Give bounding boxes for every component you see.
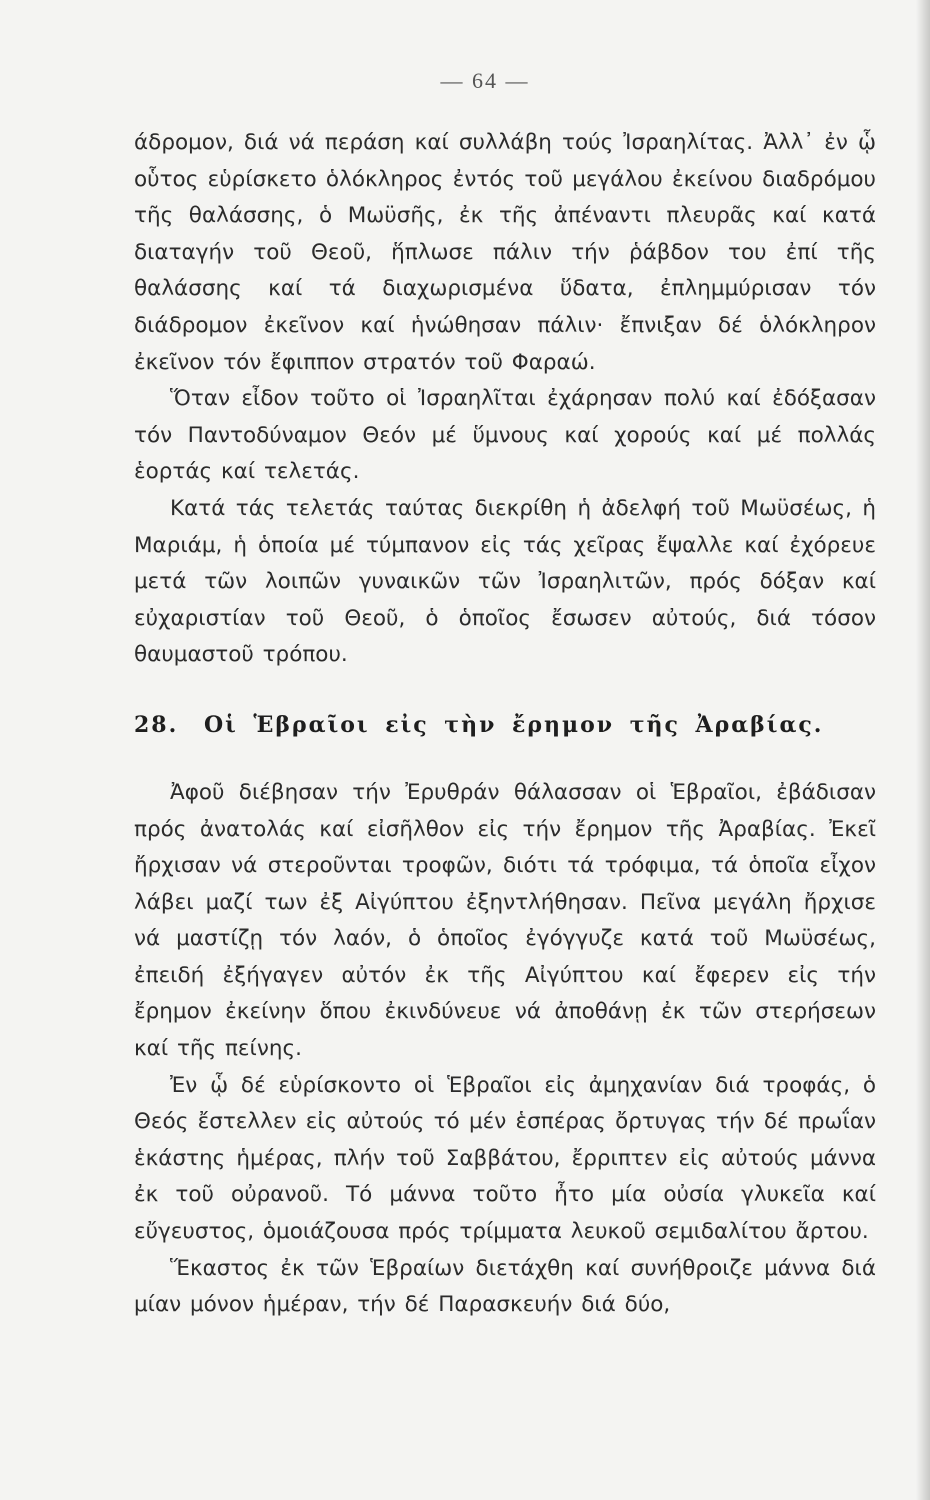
section-number: 28.	[134, 711, 179, 738]
paragraph-miriam: Κατά τάς τελετάς ταύτας διεκρίθη ἡ ἀδελφή τοῦ Μωϋσέως, ἡ Μαριάμ, ἡ ὁποία μέ τύμπανον εἰς τάς χεῖρας ἔψαλλε καί ἐχόρευε μετά τῶν λοιπῶν γυναικῶν τῶν Ἰσραηλιτῶν, πρός δόξαν καί εὐχαριστίαν τοῦ Θεοῦ, ὁ ὁποῖος ἔσωσεν αὐτούς, διά τόσον θαυμαστοῦ τρόπου.	[134, 495, 876, 668]
section-heading	[134, 710, 876, 740]
page-edge-shadow	[916, 0, 930, 1500]
paragraph-pharaoh-drowning: άδρομον, διά νά περάση καί συλλάβη τούς Ἰσραηλίτας. Ἀλλ᾿ ἐν ᾧ οὗτος εὑρίσκετο ὁλόκληρος ἐντός τοῦ μεγάλου ἐκείνου διαδρόμου τῆς θαλάσσης, ὁ Μωϋσῆς, ἐκ τῆς ἀπέναντι πλευρᾶς καί κατά διαταγήν τοῦ Θεοῦ, ἥπλωσε πάλιν τήν ῥάβδον του ἐπί τῆς θαλάσσης καί τά διαχωρισμένα ὕδατα, ἐπλημμύρισαν τόν διάδρομον ἐκεῖνον καί ἡνώθησαν πάλιν· ἔπνιξαν δέ ὁλόκληρον ἐκεῖνον τόν ἔφιππον στρατόν τοῦ Φαραώ.	[134, 130, 876, 375]
section-title: Οἱ Ἑβραῖοι εἰς τὴν ἔρημον τῆς Ἀραβίας.	[203, 711, 824, 738]
paragraph-israelites-rejoice: Ὅταν εἶδον τοῦτο οἱ Ἰσραηλῖται ἐχάρησαν πολύ καί ἐδόξασαν τόν Παντοδύναμον Θεόν μέ ὕμνους καί χορούς καί μέ πολλάς ἑορτάς καί τελετάς.	[134, 386, 876, 485]
paragraph-manna-quail: Ἐν ᾧ δέ εὑρίσκοντο οἱ Ἑβραῖοι εἰς ἀμηχανίαν διά τροφάς, ὁ Θεός ἔστελλεν εἰς αὐτούς τό μέν ἑσπέρας ὄρτυγας τήν δέ πρωΐαν ἑκάστης ἡμέρας, πλήν τοῦ Σαββάτου, ἔρριπτεν εἰς αὐτούς μάννα ἐκ τοῦ οὐρανοῦ. Τό μάννα τοῦτο ἦτο μία οὐσία γλυκεῖα καί εὔγευστος, ὁμοιάζουσα πρός τρίμματα λευκοῦ σεμιδαλίτου ἄρτου.	[134, 1072, 876, 1245]
paragraph-gathering-manna: Ἕκαστος ἐκ τῶν Ἑβραίων διετάχθη καί συνήθροιζε μάννα διά μίαν μόνον ἡμέραν, τήν δέ Παρασκευήν διά δύο,	[134, 1255, 876, 1318]
body-text	[134, 125, 876, 1324]
paragraph-desert-hunger: Ἀφοῦ διέβησαν τήν Ἐρυθράν θάλασσαν οἱ Ἑβραῖοι, ἐβάδισαν πρός ἀνατολάς καί εἰσῆλθον εἰς τήν ἔρημον τῆς Ἀραβίας. Ἐκεῖ ἤρχισαν νά στεροῦνται τροφῶν, διότι τά τρόφιμα, τά ὁποῖα εἶχον λάβει μαζί των ἐξ Αἰγύπτου ἐξηντλήθησαν. Πεῖνα μεγάλη ἤρχισε νά μαστίζῃ τόν λαόν, ὁ ὁποῖος ἐγόγγυζε κατά τοῦ Μωϋσέως, ἐπειδή ἐξήγαγεν αὐτόν ἐκ τῆς Αἰγύπτου καί ἔφερεν εἰς τήν ἔρημον ἐκείνην ὅπου ἐκινδύνευε νά ἀποθάνῃ ἐκ τῶν στερήσεων καί τῆς πείνης.	[134, 779, 876, 1062]
page-number: — 64 —	[440, 68, 530, 93]
